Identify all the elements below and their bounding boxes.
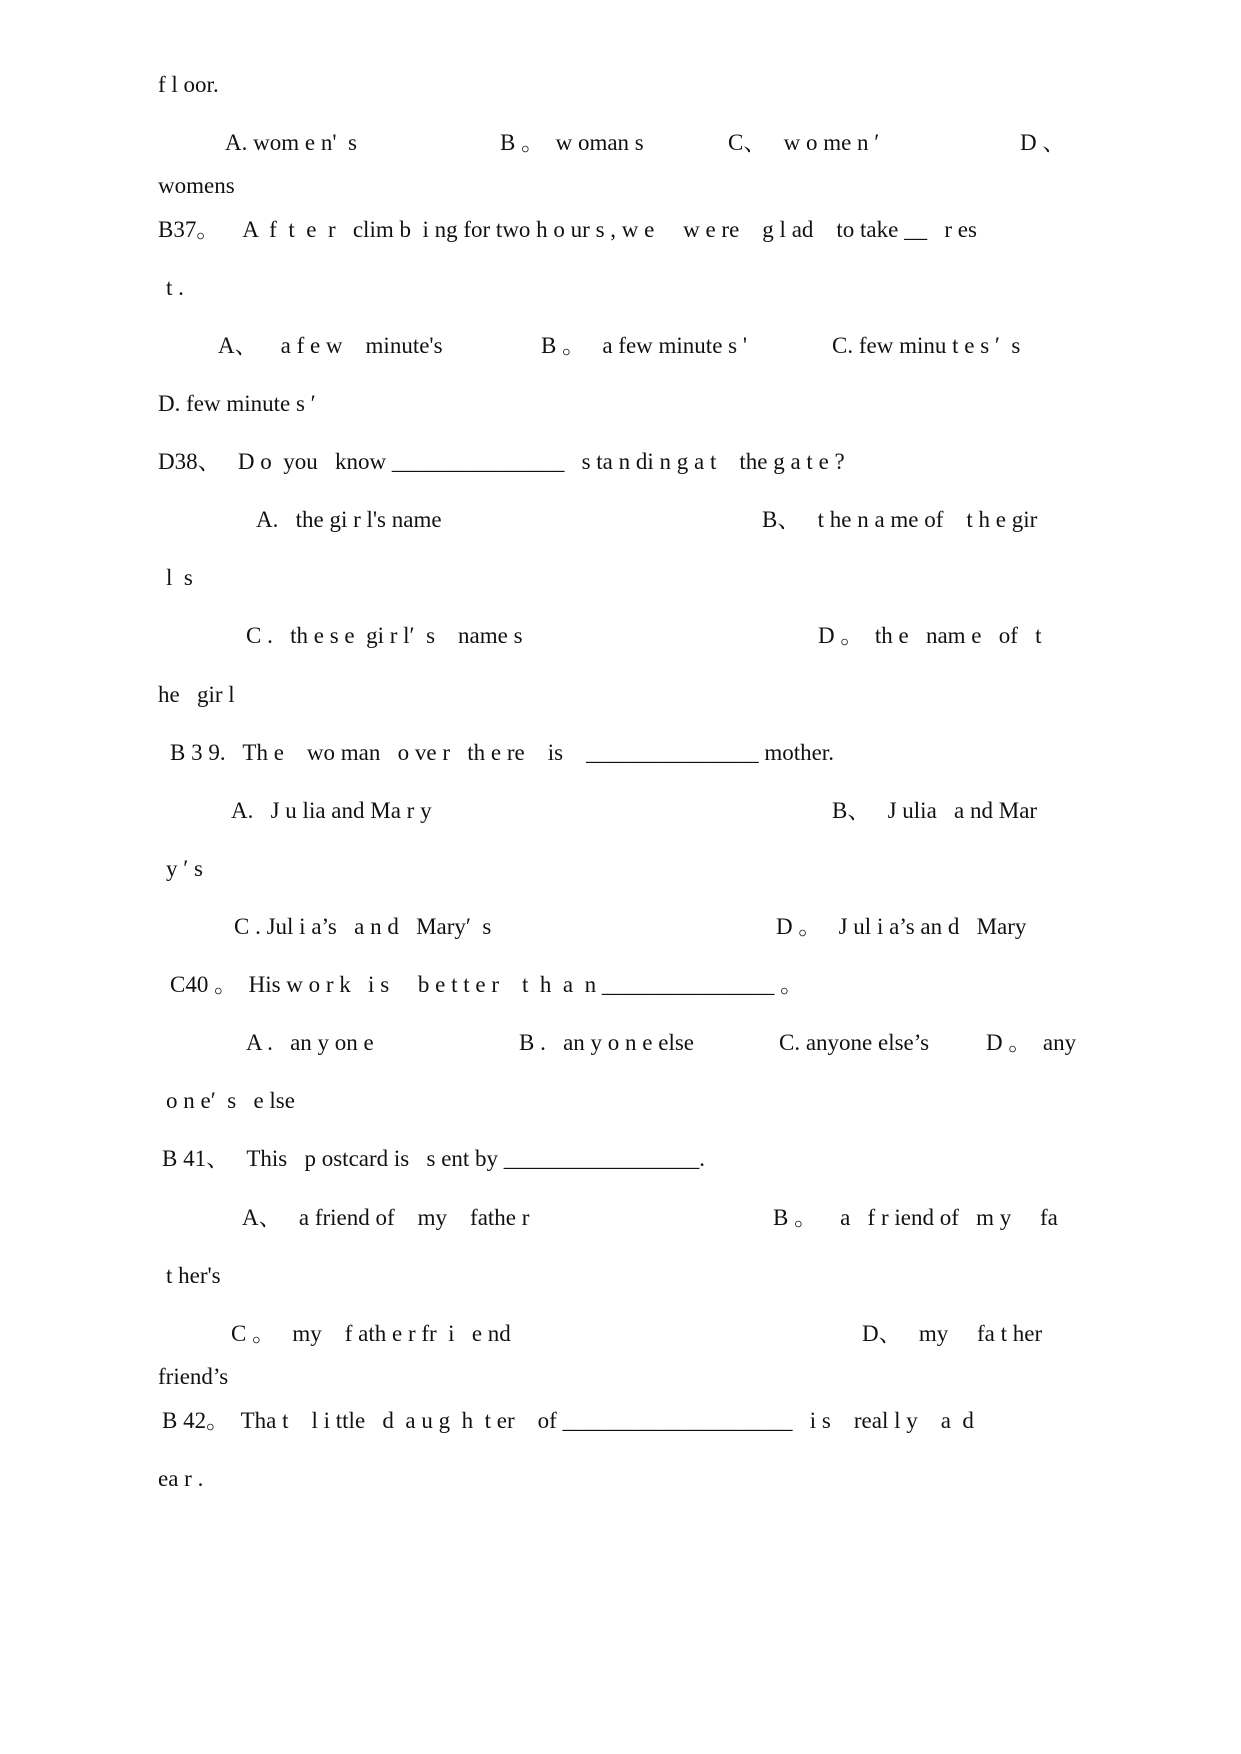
- option-c: C . th e s e gi r l′ s name s: [246, 623, 523, 648]
- option-d: D. few minute s ′: [158, 391, 316, 416]
- text-line: l s: [166, 565, 193, 590]
- option-a: A . an y on e: [246, 1030, 374, 1055]
- option-b: B . an y o n e else: [519, 1030, 695, 1055]
- question-37: B37。 A f t e r clim b i ng for two h o ur s , w e w e re g l ad to take __ r es: [158, 217, 977, 242]
- text-line: f l oor.: [158, 72, 219, 97]
- text-line: friend’s: [158, 1364, 229, 1389]
- option-d: D 、: [1020, 130, 1066, 155]
- text-line: t .: [166, 275, 184, 300]
- option-b: B 。 a few minute s ': [541, 333, 748, 358]
- question-42: B 42。 Tha t l i ttle d a u g h t er of ____________________ i s real l y a d: [162, 1408, 974, 1433]
- question-41: B 41、 This p ostcard is s ent by _________________.: [162, 1146, 706, 1171]
- text-line: womens: [158, 173, 235, 198]
- question-39: B 3 9. Th e wo man o ve r th e re is _______________ mother.: [170, 740, 834, 765]
- option-b: B、 t he n a me of t h e gir: [762, 507, 1038, 532]
- text-line: o n e′ s e lse: [166, 1088, 295, 1113]
- option-a: A、 a f e w minute's: [218, 333, 443, 358]
- option-c: C、 w o me n ′: [728, 130, 880, 155]
- option-b: B 。 a f r iend of m y fa: [773, 1205, 1058, 1230]
- text-line: t her's: [166, 1263, 221, 1288]
- option-b: B、 J ulia a nd Mar: [832, 798, 1038, 823]
- option-d: D、 my fa t her: [862, 1321, 1043, 1346]
- option-c: C . Jul i a’s a n d Mary′ s: [234, 914, 492, 939]
- option-c: C. anyone else’s: [779, 1030, 930, 1055]
- question-38: D38、 D o you know _______________ s ta n di n g a t the g a t e ?: [158, 449, 845, 474]
- option-c: C 。 my f ath e r fr i e nd: [231, 1321, 511, 1346]
- text-line: y ′ s: [166, 856, 203, 881]
- option-c: C. few minu t e s ′ s: [832, 333, 1021, 358]
- option-d: D 。 J ul i a’s an d Mary: [776, 914, 1027, 939]
- text-line: ea r .: [158, 1466, 204, 1491]
- question-40: C40 。 His w o r k i s b e t t e r t h a n _______________ 。: [170, 972, 804, 997]
- option-a: A. the gi r l's name: [256, 507, 442, 532]
- text-line: he gir l: [158, 682, 235, 707]
- option-b: B 。 w oman s: [500, 130, 644, 155]
- option-a: A、 a friend of my fathe r: [242, 1205, 530, 1230]
- option-a: A. J u lia and Ma r y: [231, 798, 432, 823]
- option-d: D 。 any: [986, 1030, 1077, 1055]
- option-d: D 。 th e nam e of t: [818, 623, 1042, 648]
- option-a: A. wom e n' s: [225, 130, 357, 155]
